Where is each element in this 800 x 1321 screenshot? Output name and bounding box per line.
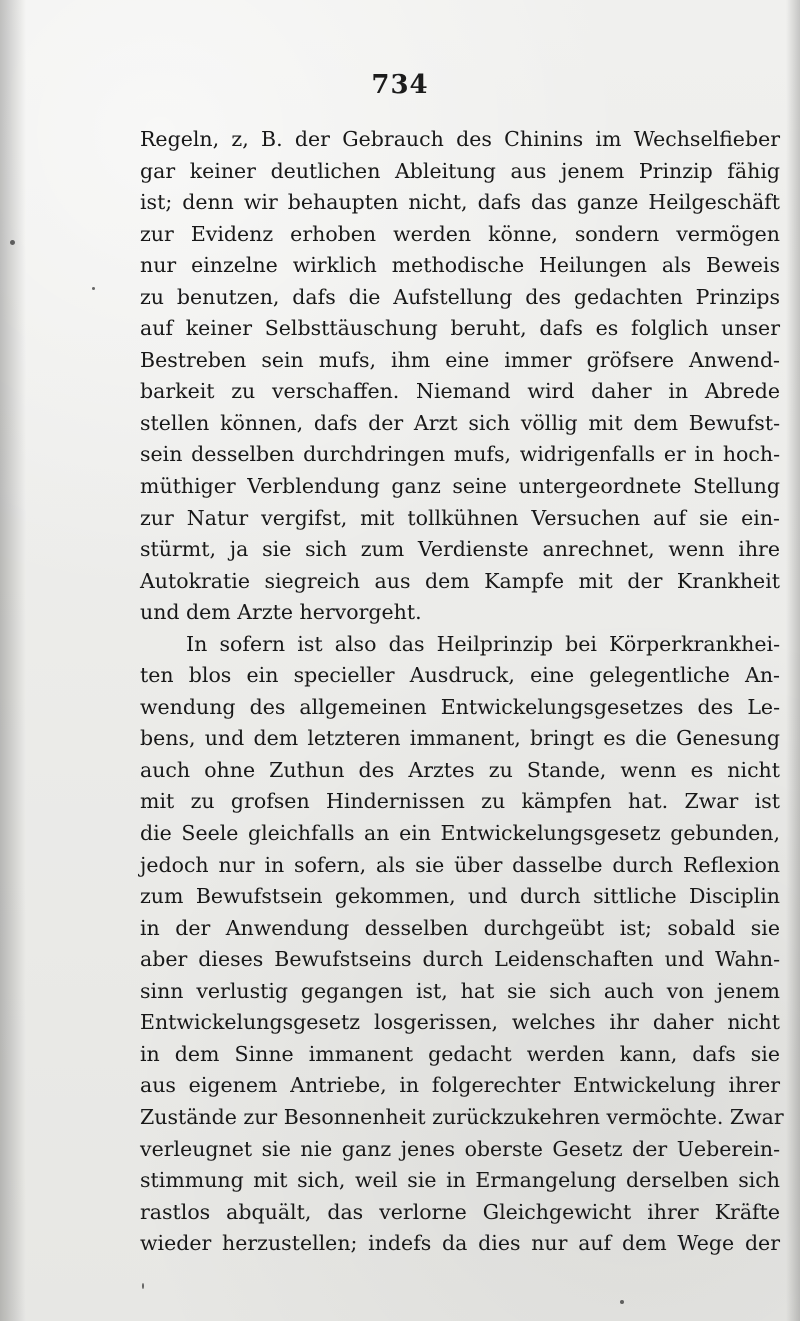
text-line: zum Bewufstsein gekommen, und durch sittliche Disciplin xyxy=(140,884,780,909)
text-line: in dem Sinne immanent gedacht werden kann, dafs sie xyxy=(140,1041,780,1066)
text-line: sinn verlustig gegangen ist, hat sie sich auch von jenem xyxy=(140,978,780,1003)
text-line: Bestreben sein mufs, ihm eine immer gröfsere Anwend- xyxy=(140,347,780,372)
body-text xyxy=(140,124,784,1260)
text-line: zur Evidenz erhoben werden könne, sondern vermögen xyxy=(140,221,780,246)
text-line: ten blos ein specieller Ausdruck, eine gelegentliche An- xyxy=(140,663,780,688)
text-line: stellen können, dafs der Arzt sich völlig mit dem Bewufst- xyxy=(140,410,780,435)
text-line: stürmt, ja sie sich zum Verdienste anrechnet, wenn ihre xyxy=(140,537,780,562)
text-line: gar keiner deutlichen Ableitung aus jenem Prinzip fähig xyxy=(140,158,780,183)
text-line: bens, und dem letzteren immanent, bringt es die Genesung xyxy=(140,726,780,751)
text-line: auf keiner Selbsttäuschung beruht, dafs es folglich unser xyxy=(140,316,780,341)
text-line: nur einzelne wirklich methodische Heilungen als Beweis xyxy=(140,253,780,278)
text-line: müthiger Verblendung ganz seine untergeordnete Stellung xyxy=(140,474,780,499)
text-line: Entwickelungsgesetz losgerissen, welches ihr daher nicht xyxy=(140,1010,780,1035)
text-line: ist; denn wir behaupten nicht, dafs das ganze Heilgeschäft xyxy=(140,190,780,215)
paragraph-end-line: und dem Arzte hervorgeht. xyxy=(140,600,422,625)
page-number: 734 xyxy=(371,70,429,100)
text-line: rastlos abquält, das verlorne Gleichgewicht ihrer Kräfte xyxy=(140,1199,780,1224)
paragraph-start-line: In sofern ist also das Heilprinzip bei Körperkrankhei- xyxy=(186,631,780,656)
print-speck xyxy=(142,1283,144,1289)
print-speck xyxy=(10,240,15,245)
text-line: barkeit zu verschaffen. Niemand wird daher in Abrede xyxy=(140,379,780,404)
text-line: mit zu grofsen Hindernissen zu kämpfen hat. Zwar ist xyxy=(140,789,780,814)
text-line: aus eigenem Antriebe, in folgerechter Entwickelung ihrer xyxy=(140,1073,780,1098)
text-line: wendung des allgemeinen Entwickelungsgesetzes des Le- xyxy=(140,694,780,719)
text-line: verleugnet sie nie ganz jenes oberste Gesetz der Ueberein- xyxy=(140,1136,780,1161)
text-line: Zustände zur Besonnenheit zurückzukehren vermöchte. Zwar xyxy=(140,1104,784,1129)
text-line: aber dieses Bewufstseins durch Leidenschaften und Wahn- xyxy=(140,947,780,972)
text-line: zu benutzen, dafs die Aufstellung des gedachten Prinzips xyxy=(140,284,780,309)
text-line: auch ohne Zuthun des Arztes zu Stande, wenn es nicht xyxy=(140,757,780,782)
text-line: Autokratie siegreich aus dem Kampfe mit der Krankheit xyxy=(140,568,780,593)
print-speck xyxy=(92,287,95,290)
text-line: jedoch nur in sofern, als sie über dasselbe durch Reflexion xyxy=(140,852,780,877)
text-line: sein desselben durchdringen mufs, widrigenfalls er in hoch- xyxy=(140,442,780,467)
text-line: Regeln, z, B. der Gebrauch des Chinins im Wechselfieber xyxy=(140,127,780,151)
text-line: zur Natur vergifst, mit tollkühnen Versuchen auf sie ein- xyxy=(140,505,780,530)
print-speck xyxy=(620,1300,624,1304)
text-line: in der Anwendung desselben durchgeübt ist; sobald sie xyxy=(140,915,780,940)
text-line: stimmung mit sich, weil sie in Ermangelung derselben sich xyxy=(140,1168,780,1193)
text-line: die Seele gleichfalls an ein Entwickelungsgesetz gebunden, xyxy=(140,821,780,846)
text-line: wieder herzustellen; indefs da dies nur auf dem Wege der xyxy=(140,1231,780,1256)
